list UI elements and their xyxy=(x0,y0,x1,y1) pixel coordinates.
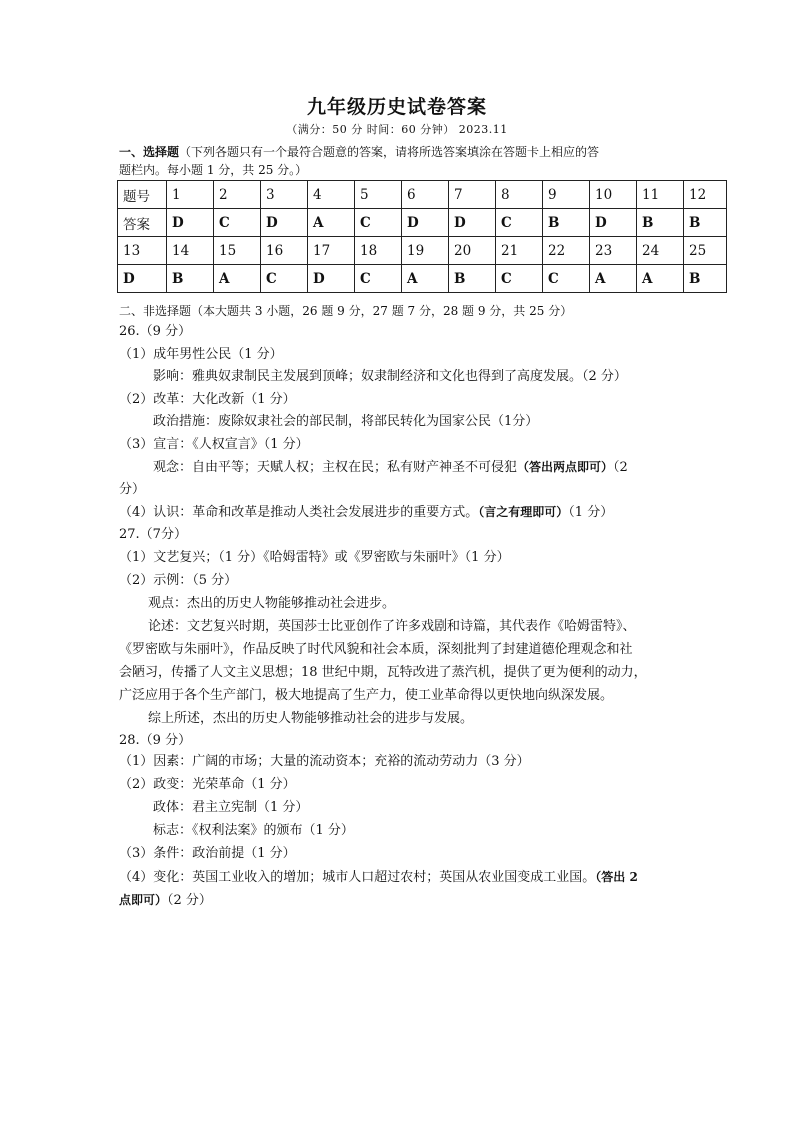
q28-line xyxy=(119,889,724,912)
question-number-row-1 xyxy=(118,181,727,209)
q27-line: 观点：杰出的历史人物能够推动社会进步。 xyxy=(148,596,396,611)
table-cell: B xyxy=(684,265,727,293)
table-cell: D xyxy=(167,209,214,237)
q27-line: 综上所述，杰出的历史人物能够推动社会的进步与发展。 xyxy=(148,711,474,726)
table-cell: A xyxy=(637,265,684,293)
q28-line: （2）政变：光荣革命（1 分） xyxy=(119,777,296,792)
table-cell: 22 xyxy=(543,237,590,265)
section1-heading: 一、选择题 xyxy=(119,145,180,159)
q26-text: （4）认识：革命和改革是推动人类社会发展进步的重要方式。 xyxy=(119,505,479,520)
q26-scoring-note: （言之有理即可） xyxy=(478,505,569,519)
table-cell: 13 xyxy=(118,237,167,265)
table-cell: 24 xyxy=(637,237,684,265)
table-cell: 19 xyxy=(402,237,449,265)
table-cell: C xyxy=(543,265,590,293)
table-cell: C xyxy=(214,209,261,237)
table-cell: B xyxy=(543,209,590,237)
exam-info: （满分：50 分 时间：60 分钟） 2023.11 xyxy=(286,123,508,136)
q28-scoring-note: 点即可） xyxy=(119,893,168,907)
q26-line: 分） xyxy=(119,482,146,497)
answer-table xyxy=(117,180,727,293)
q26-heading: 26.（9 分） xyxy=(119,324,192,339)
table-cell: D xyxy=(261,209,308,237)
q28-heading: 28.（9 分） xyxy=(119,733,192,748)
q26-text: 观念：自由平等；天赋人权；主权在民；私有财产神圣不可侵犯 xyxy=(153,460,518,475)
section1-intro xyxy=(119,143,599,161)
table-cell: 25 xyxy=(684,237,727,265)
table-cell: D xyxy=(118,265,167,293)
q28-text: （2 分） xyxy=(167,893,212,908)
q28-text: （4）变化：英国工业收入的增加；城市人口超过农村；英国从农业国变成工业国。 xyxy=(119,870,596,885)
table-cell: 题号 xyxy=(118,181,167,209)
table-cell: B xyxy=(637,209,684,237)
table-cell: 18 xyxy=(355,237,402,265)
q28-line: 标志：《权利法案》的颁布（1 分） xyxy=(153,823,354,838)
table-cell: D xyxy=(308,265,355,293)
q27-line: 论述：文艺复兴时期，英国莎士比亚创作了许多戏剧和诗篇，其代表作《哈姆雷特》、 xyxy=(148,619,636,634)
table-cell: C xyxy=(261,265,308,293)
table-cell: 21 xyxy=(496,237,543,265)
table-cell: 答案 xyxy=(118,209,167,237)
table-cell: 12 xyxy=(684,181,727,209)
table-cell: A xyxy=(214,265,261,293)
q27-line: 《罗密欧与朱丽叶》，作品反映了时代风貌和社会本质，深刻批判了封建道德伦理观念和社 xyxy=(119,642,633,657)
q28-scoring-note: （答出 2 xyxy=(595,870,638,884)
table-cell: B xyxy=(449,265,496,293)
table-cell: 16 xyxy=(261,237,308,265)
q26-line: （2）改革：大化改新（1 分） xyxy=(119,392,296,407)
section1-note-line2: 题栏内。每小题 1 分，共 25 分。） xyxy=(119,163,308,177)
table-cell: 9 xyxy=(543,181,590,209)
table-cell: C xyxy=(496,265,543,293)
table-cell: 7 xyxy=(449,181,496,209)
q27-heading: 27.（7分） xyxy=(119,527,187,542)
q28-line: （1）因素：广阔的市场；大量的流动资本；充裕的流动劳动力（3 分） xyxy=(119,754,530,769)
q27-line: 广泛应用于各个生产部门，极大地提高了生产力，使工业革命得以更快地向纵深发展。 xyxy=(119,688,614,703)
q27-line: （2）示例：（5 分） xyxy=(119,573,238,588)
section2-heading: 二、非选择题（本大题共 3 小题，26 题 9 分，27 题 7 分，28 题 9 分，共 25 分） xyxy=(119,304,573,318)
answer-row-2 xyxy=(118,265,727,293)
table-cell: 5 xyxy=(355,181,402,209)
q26-text: （2 xyxy=(613,460,628,475)
table-cell: A xyxy=(308,209,355,237)
table-cell: D xyxy=(590,209,637,237)
q26-line: 政治措施：废除奴隶社会的部民制，将部民转化为国家公民（1分） xyxy=(153,414,539,429)
q26-line: （1）成年男性公民（1 分） xyxy=(119,347,283,362)
table-cell: C xyxy=(496,209,543,237)
table-cell: 20 xyxy=(449,237,496,265)
table-cell: 15 xyxy=(214,237,261,265)
table-cell: D xyxy=(449,209,496,237)
section1-note-line1: （下列各题只有一个最符合题意的答案，请将所选答案填涂在答题卡上相应的答 xyxy=(179,145,600,159)
table-cell: 1 xyxy=(167,181,214,209)
answer-row-1 xyxy=(118,209,727,237)
table-cell: 17 xyxy=(308,237,355,265)
question-number-row-2 xyxy=(118,237,727,265)
q26-line: 影响：雅典奴隶制民主发展到顶峰；奴隶制经济和文化也得到了高度发展。（2 分） xyxy=(153,369,627,384)
q28-line: 政体：君主立宪制（1 分） xyxy=(153,800,309,815)
table-cell: B xyxy=(167,265,214,293)
q26-line xyxy=(153,456,724,479)
table-cell: 2 xyxy=(214,181,261,209)
table-cell: A xyxy=(590,265,637,293)
table-cell: 11 xyxy=(637,181,684,209)
table-cell: B xyxy=(684,209,727,237)
table-cell: 14 xyxy=(167,237,214,265)
table-cell: 10 xyxy=(590,181,637,209)
table-cell: C xyxy=(355,209,402,237)
q27-line: （1）文艺复兴；（1 分）《哈姆雷特》或《罗密欧与朱丽叶》（1 分） xyxy=(119,550,510,565)
q26-text: （1 分） xyxy=(568,505,614,520)
q28-line: （3）条件：政治前提（1 分） xyxy=(119,846,296,861)
table-cell: D xyxy=(402,209,449,237)
q28-line xyxy=(119,866,724,889)
table-cell: 6 xyxy=(402,181,449,209)
table-cell: A xyxy=(402,265,449,293)
table-cell: 3 xyxy=(261,181,308,209)
table-cell: 8 xyxy=(496,181,543,209)
q26-line xyxy=(119,501,724,524)
q26-line: （3）宣言：《人权宣言》（1 分） xyxy=(119,437,309,452)
q27-line: 会陋习，传播了人文主义思想；18 世纪中期，瓦特改进了蒸汽机，提供了更为便利的动力， xyxy=(119,665,647,680)
table-cell: C xyxy=(355,265,402,293)
table-cell: 4 xyxy=(308,181,355,209)
q26-scoring-note: （答出两点即可） xyxy=(517,460,614,474)
page-title: 九年级历史试卷答案 xyxy=(306,96,487,118)
table-cell: 23 xyxy=(590,237,637,265)
